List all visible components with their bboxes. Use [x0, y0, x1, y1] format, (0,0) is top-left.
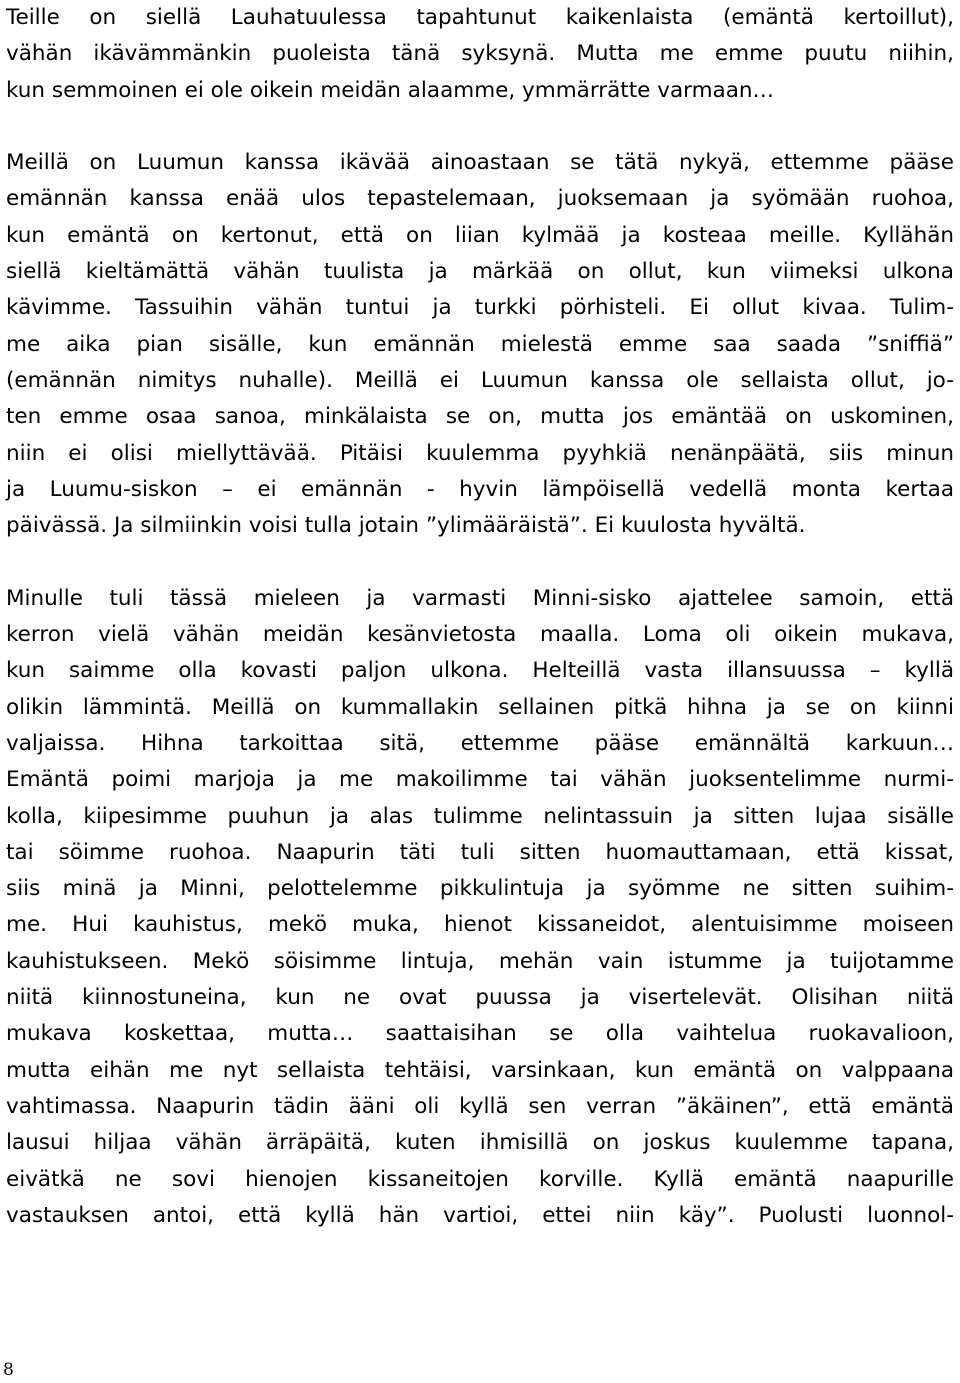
text-line: kun saimme olla kovasti paljon ulkona. Helteillä vasta illansuussa – kyllä — [6, 658, 954, 684]
text-line: mukava koskettaa, mutta… saattaisihan se olla vaihtelua ruokavalioon, — [6, 1021, 954, 1047]
text-line: vähän ikävämmänkin puoleista tänä syksynä. Mutta me emme puutu niihin, — [6, 41, 954, 67]
text-line: emännän kanssa enää ulos tepastelemaan, juoksemaan ja syömään ruohoa, — [6, 186, 954, 212]
text-line: siis minä ja Minni, pelottelemme pikkulintuja ja syömme ne sitten suihim- — [6, 876, 954, 902]
text-line: lausui hiljaa vähän ärräpäitä, kuten ihmisillä on joskus kuulemme tapana, — [6, 1130, 954, 1156]
text-line: (emännän nimitys nuhalle). Meillä ei Luumun kanssa ole sellaista ollut, jo- — [6, 367, 954, 393]
text-line: eivätkä ne sovi hienojen kissaneitojen korville. Kyllä emäntä naapurille — [6, 1166, 954, 1192]
page-number: 8 — [3, 1360, 14, 1380]
text-line: vahtimassa. Naapurin tädin ääni oli kyllä sen verran ”äkäinen”, että emäntä — [6, 1093, 954, 1119]
text-line: Emäntä poimi marjoja ja me makoilimme tai vähän juoksentelimme nurmi- — [6, 767, 954, 793]
text-line: kerron vielä vähän meidän kesänvietosta maalla. Loma oli oikein mukava, — [6, 622, 954, 648]
text-line: niin ei olisi miellyttävää. Pitäisi kuulemma pyyhkiä nenänpäätä, siis minun — [6, 440, 954, 466]
text-line: valjaissa. Hihna tarkoittaa sitä, ettemme pääse emännältä karkuun… — [6, 730, 954, 756]
text-line: kun emäntä on kertonut, että on liian kylmää ja kosteaa meille. Kyllähän — [6, 222, 954, 248]
text-line: Teille on siellä Lauhatuulessa tapahtunut kaikenlaista (emäntä kertoillut), — [6, 5, 954, 30]
text-line: mutta eihän me nyt sellaista tehtäisi, varsinkaan, kun emäntä on valppaana — [6, 1057, 954, 1083]
text-line: me aika pian sisälle, kun emännän mielestä emme saa saada ”sniffiä” — [6, 331, 954, 357]
text-line: Minulle tuli tässä mieleen ja varmasti Minni-sisko ajattelee samoin, että — [6, 585, 954, 611]
text-line: Meillä on Luumun kanssa ikävää ainoastaan se tätä nykyä, ettemme pääse — [6, 150, 954, 176]
paragraph-3 — [6, 581, 954, 1234]
text-line: kolla, kiipesimme puuhun ja alas tulimme nelintassuin ja sitten lujaa sisälle — [6, 803, 954, 829]
paragraph-1 — [6, 0, 954, 109]
paragraph-2 — [6, 145, 954, 544]
text-line: kävimme. Tassuihin vähän tuntui ja turkki pörhisteli. Ei ollut kivaa. Tulim- — [6, 295, 954, 321]
text-line: ja Luumu-siskon – ei emännän - hyvin lämpöisellä vedellä monta kertaa — [6, 476, 954, 502]
text-line: päivässä. Ja silmiinkin voisi tulla jotain ”ylimääräistä”. Ei kuulosta hyvältä. — [6, 513, 806, 539]
text-line: kun semmoinen ei ole oikein meidän alaamme, ymmärrätte varmaan… — [6, 77, 775, 103]
document-page — [6, 0, 954, 1234]
text-line: tai söimme ruohoa. Naapurin täti tuli sitten huomauttamaan, että kissat, — [6, 839, 954, 865]
text-line: kauhistukseen. Mekö söisimme lintuja, mehän vain istumme ja tuijotamme — [6, 948, 954, 974]
text-line: vastauksen antoi, että kyllä hän vartioi, ettei niin käy”. Puolusti luonnol- — [6, 1202, 954, 1228]
text-line: olikin lämmintä. Meillä on kummallakin sellainen pitkä hihna ja se on kiinni — [6, 694, 954, 720]
text-line: ten emme osaa sanoa, minkälaista se on, mutta jos emäntää on uskominen, — [6, 404, 954, 430]
text-line: siellä kieltämättä vähän tuulista ja märkää on ollut, kun viimeksi ulkona — [6, 259, 954, 285]
text-line: me. Hui kauhistus, mekö muka, hienot kissaneidot, alentuisimme moiseen — [6, 912, 954, 938]
text-line: niitä kiinnostuneina, kun ne ovat puussa ja visertelevät. Olisihan niitä — [6, 985, 954, 1011]
